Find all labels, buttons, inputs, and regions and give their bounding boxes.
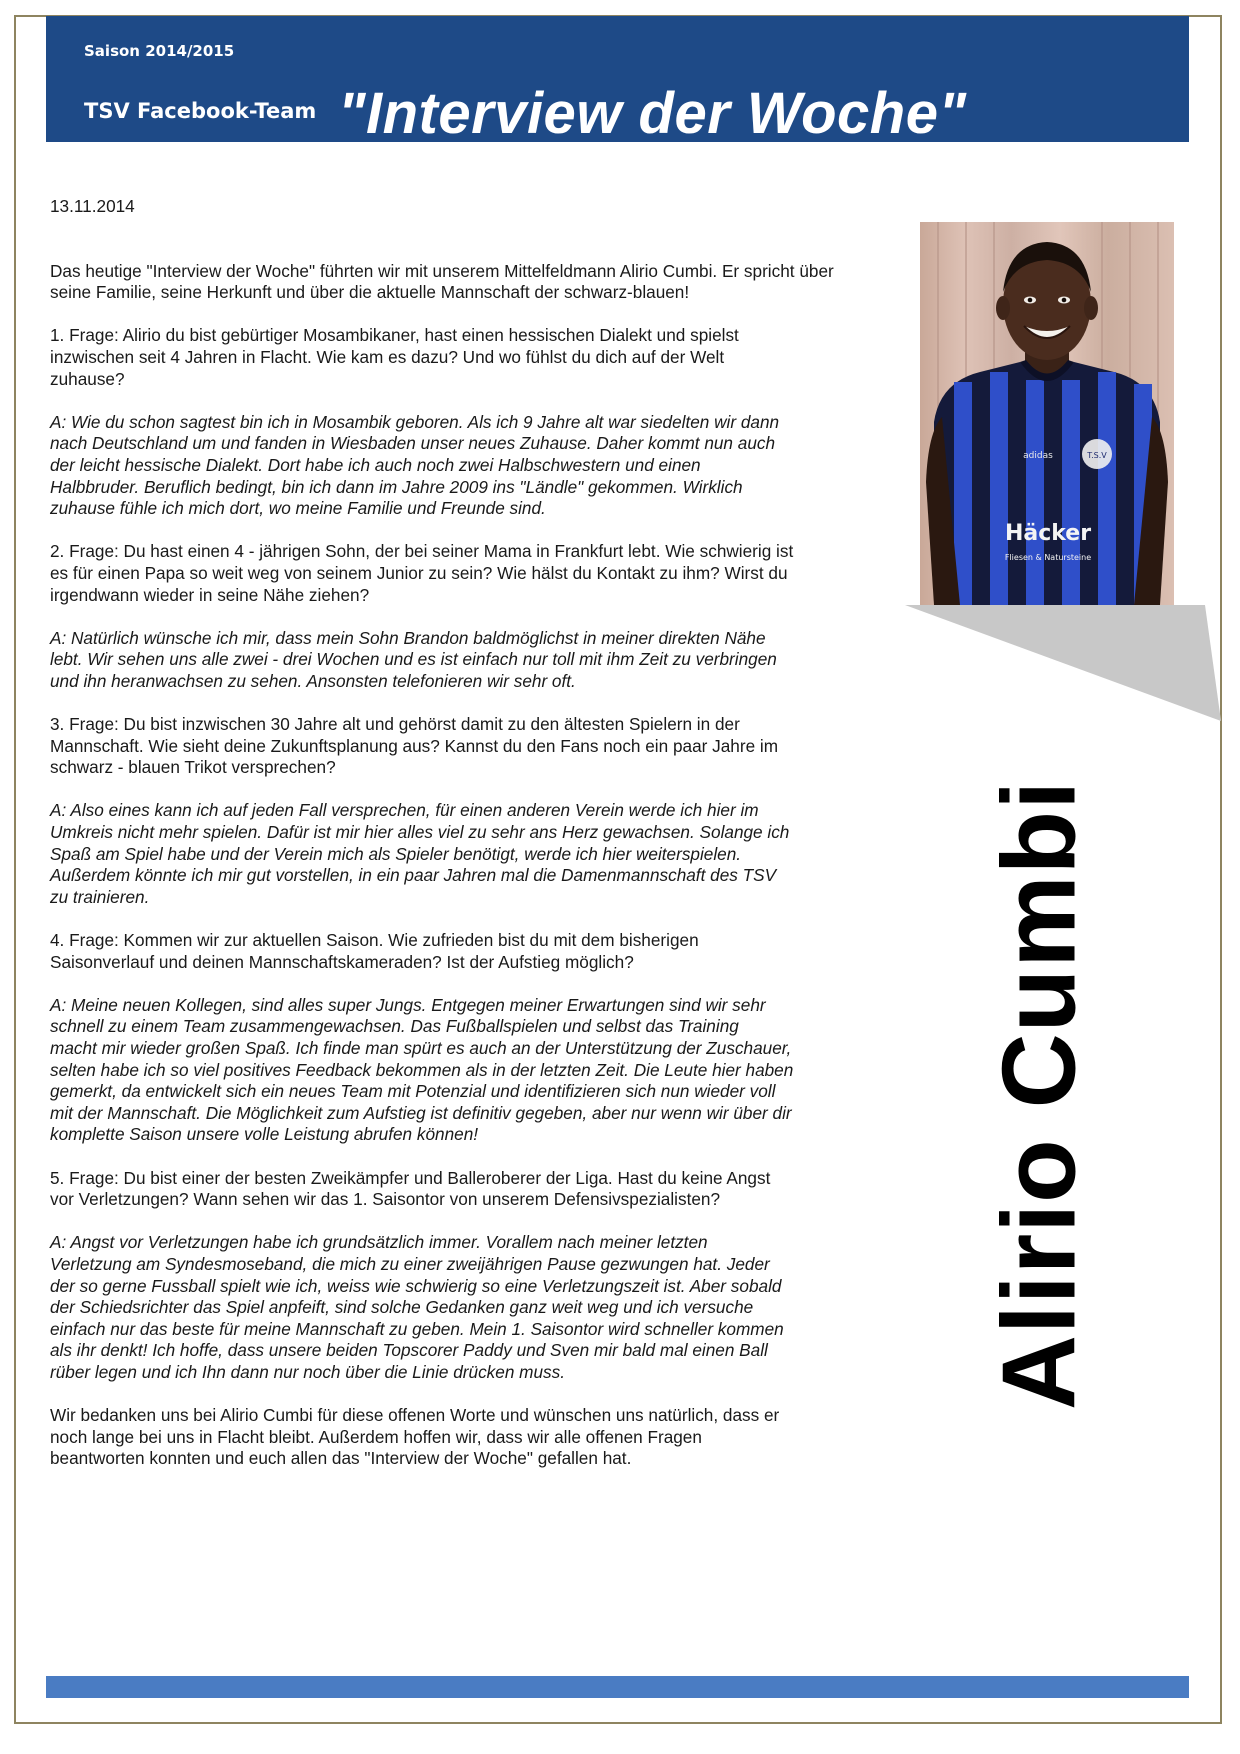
- text-line: gemerkt, da entwickelt sich ein neues Team mit Potenzial und identifizieren sich nun wieder voll: [50, 1081, 776, 1102]
- text-line: schnell zu einem Team zusammengewachsen. Das Fußballspielen und selbst das Training: [50, 1016, 739, 1037]
- text-line: inzwischen seit 4 Jahren in Flacht. Wie kam es dazu? Und wo fühlst du dich auf der Welt: [50, 346, 725, 367]
- text-line: es für einen Papa so weit weg von seinem Junior zu sein? Wie hälst du Kontakt zu ihm? Wirst du: [50, 562, 788, 583]
- question-3: [50, 714, 870, 779]
- text-line: 2. Frage: Du hast einen 4 - jährigen Sohn, der bei seiner Mama in Frankfurt lebt. Wie schwierig ist: [50, 541, 794, 562]
- question-5: [50, 1168, 870, 1211]
- text-line: A: Natürlich wünsche ich mir, dass mein Sohn Brandon baldmöglichst in meiner direkten Nähe: [50, 627, 766, 648]
- player-photo: [920, 222, 1174, 605]
- team-label: TSV Facebook-Team: [84, 99, 317, 123]
- sponsor-name: Häcker: [1004, 521, 1092, 546]
- text-line: als ihr denkt! Ich hoffe, dass unsere beiden Topscorer Paddy und Sven mir bald mal einen Ball: [50, 1340, 768, 1361]
- text-line: Spaß am Spiel habe und der Verein mich als Spieler benötigt, werde ich hier weiterspielen.: [50, 843, 742, 864]
- question-2: [50, 541, 870, 606]
- text-line: der so gerne Fussball spielt wie ich, weiss wie schwierig so eine Verletzungszeit ist. Aber sobald: [50, 1275, 782, 1296]
- answer-3: [50, 800, 870, 908]
- page-title: "Interview der Woche": [338, 81, 967, 146]
- article-date: 13.11.2014: [50, 196, 135, 216]
- text-line: A: Meine neuen Kollegen, sind alles super Jungs. Entgegen meiner Erwartungen sind wir sehr: [50, 994, 766, 1015]
- text-line: Saisonverlauf und deinen Mannschaftskameraden? Ist der Aufstieg möglich?: [50, 951, 634, 972]
- text-line: beantworten konnten und euch allen das "Interview der Woche" gefallen hat.: [50, 1448, 632, 1469]
- text-line: 5. Frage: Du bist einer der besten Zweikämpfer und Balleroberer der Liga. Hast du keine Angst: [50, 1167, 771, 1188]
- intro-paragraph: Das heutige "Interview der Woche" führten wir mit unserem Mittelfeldmann Alirio Cumbi. Er spricht über seine Familie, seine Herkunft und über die aktuelle Mannschaft der schwarz-blauen!: [50, 260, 834, 303]
- text-line: A: Also eines kann ich auf jeden Fall versprechen, für einen anderen Verein werde ich hier im: [50, 800, 759, 821]
- text-line: selten habe ich so viel positives Feedback bekommen als in der letzten Zeit. Die Leute hier haben: [50, 1059, 794, 1080]
- text-line: komplette Saison unsere volle Leistung abrufen können!: [50, 1124, 479, 1145]
- header-banner: [46, 16, 1189, 146]
- text-line: mit der Mannschaft. Die Möglichkeit zum Aufstieg ist definitiv gegeben, aber nur wenn wir über dir: [50, 1102, 792, 1123]
- vertical-player-name-wrap: [981, 779, 1098, 1411]
- text-line: lebt. Wir sehen uns alle zwei - drei Wochen und es ist einfach nur toll mit ihm Zeit zu verbringen: [50, 649, 777, 670]
- text-line: Wir bedanken uns bei Alirio Cumbi für diese offenen Worte und wünschen uns natürlich, dass er: [50, 1405, 780, 1426]
- text-line: und ihn heranwachsen zu sehen. Ansonsten telefonieren wir sehr oft.: [50, 670, 576, 691]
- answer-2: [50, 628, 870, 693]
- answer-4: [50, 995, 870, 1146]
- photo-pointer-shape: [905, 605, 1225, 725]
- text-line: einfach nur das beste für meine Mannschaft zu geben. Mein 1. Saisontor wird schneller kommen: [50, 1318, 784, 1339]
- vertical-player-name: Alirio Cumbi: [981, 779, 1098, 1411]
- question-4: [50, 930, 870, 973]
- text-line: zuhause fühle ich mich dort, wo meine Familie und Freunde sind.: [50, 498, 546, 519]
- text-line: A: Wie du schon sagtest bin ich in Mosambik geboren. Als ich 9 Jahre alt war siedelten wir dann: [50, 411, 780, 432]
- text-line: A: Angst vor Verletzungen habe ich grundsätzlich immer. Vorallem nach meiner letzten: [50, 1232, 708, 1253]
- sponsor-subtitle: Fliesen & Natursteine: [1004, 553, 1092, 562]
- text-line: rüber legen und ich Ihn dann nur noch über die Linie drücken muss.: [50, 1361, 566, 1382]
- answer-1: [50, 412, 870, 520]
- text-line: vor Verletzungen? Wann sehen wir das 1. Saisontor von unserem Defensivspezialisten?: [50, 1189, 721, 1210]
- text-line: 3. Frage: Du bist inzwischen 30 Jahre alt und gehörst damit zu den ältesten Spielern in der: [50, 714, 740, 735]
- text-line: irgendwann wieder in seine Nähe ziehen?: [50, 584, 370, 605]
- text-line: nach Deutschland um und fanden in Wiesbaden unser neues Zuhause. Daher kommt nun auch: [50, 433, 776, 454]
- text-line: schwarz - blauen Trikot versprechen?: [50, 757, 336, 778]
- text-line: zu trainieren.: [50, 886, 150, 907]
- text-line: Mannschaft. Wie sieht deine Zukunftsplanung aus? Kannst du den Fans noch ein paar Jahre im: [50, 735, 779, 756]
- text-line: 1. Frage: Alirio du bist gebürtiger Mosambikaner, hast einen hessischen Dialekt und spielst: [50, 325, 739, 346]
- text-line: noch lange bei uns in Flacht bleibt. Außerdem hoffen wir, dass wir alle offenen Fragen: [50, 1426, 702, 1447]
- text-line: Verletzung am Syndesmoseband, die mich zu einer zweijährigen Pause gezwungen hat. Jeder: [50, 1253, 770, 1274]
- text-line: 4. Frage: Kommen wir zur aktuellen Saison. Wie zufrieden bist du mit dem bisherigen: [50, 930, 699, 950]
- text-line: macht mir wieder großen Spaß. Ich finde man spürt es auch an der Unterstützung der Zuschauer,: [50, 1037, 792, 1058]
- article: [50, 196, 870, 1491]
- text-line: Außerdem könnte ich mir gut vorstellen, in ein paar Jahren mal die Damenmannschaft des TSV: [50, 865, 777, 886]
- closing-paragraph: [50, 1405, 870, 1470]
- season-label: Saison 2014/2015: [84, 42, 235, 60]
- text-line: Halbbruder. Beruflich bedingt, bin ich dann im Jahre 2009 ins "Ländle" gekommen. Wirklich: [50, 476, 743, 497]
- bottom-bar: [46, 1676, 1189, 1698]
- text-line: Umkreis nicht mehr spielen. Dafür ist mir hier alles viel zu sehr ans Herz gewachsen. Solange ich: [50, 822, 790, 843]
- text-line: der leicht hessische Dialekt. Dort habe ich auch noch zwei Halbschwestern und einen: [50, 454, 701, 475]
- crest-text: T.S.V: [1087, 451, 1107, 460]
- jersey-brand: adidas: [1023, 451, 1053, 461]
- question-1: [50, 325, 870, 390]
- text-line: zuhause?: [50, 368, 125, 389]
- text-line: der Schiedsrichter das Spiel anpfeift, sind solche Gedanken ganz weit weg und ich versuche: [50, 1297, 754, 1318]
- answer-5: [50, 1232, 870, 1383]
